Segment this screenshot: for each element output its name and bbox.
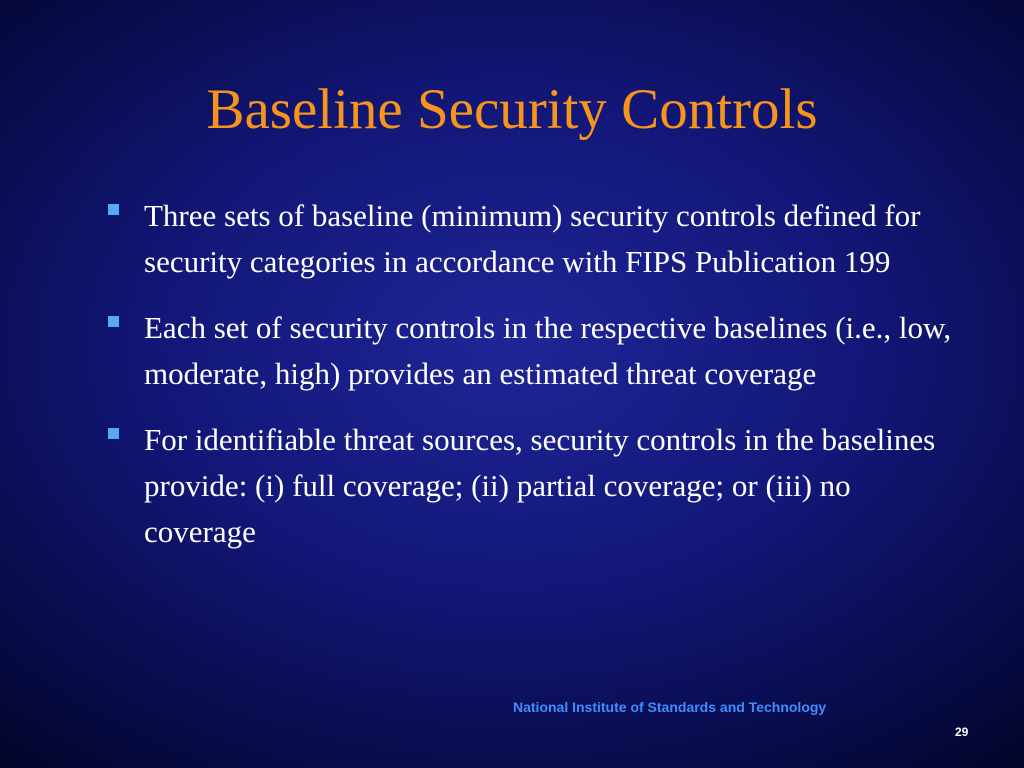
square-bullet-icon: [108, 204, 119, 215]
bullet-text: Each set of security controls in the respective baselines (i.e., low, moderate, high) provides an estimated threat coverage: [144, 310, 952, 391]
page-number: 29: [955, 725, 969, 739]
bullet-item: [104, 193, 964, 285]
bullet-text: Three sets of baseline (minimum) security controls defined for security categories in accordance with FIPS Publication 199: [144, 198, 921, 279]
slide-title: Baseline Security Controls: [206, 78, 818, 141]
square-bullet-icon: [108, 316, 119, 327]
bullet-item: [104, 417, 964, 555]
square-bullet-icon: [108, 428, 119, 439]
bullet-item: [104, 305, 964, 397]
footer-organization: National Institute of Standards and Technology: [513, 699, 827, 715]
bullet-text: For identifiable threat sources, security controls in the baselines provide: (i) full coverage; (ii) partial coverage; or (iii) no coverage: [144, 422, 936, 549]
bullet-list: [104, 193, 964, 575]
